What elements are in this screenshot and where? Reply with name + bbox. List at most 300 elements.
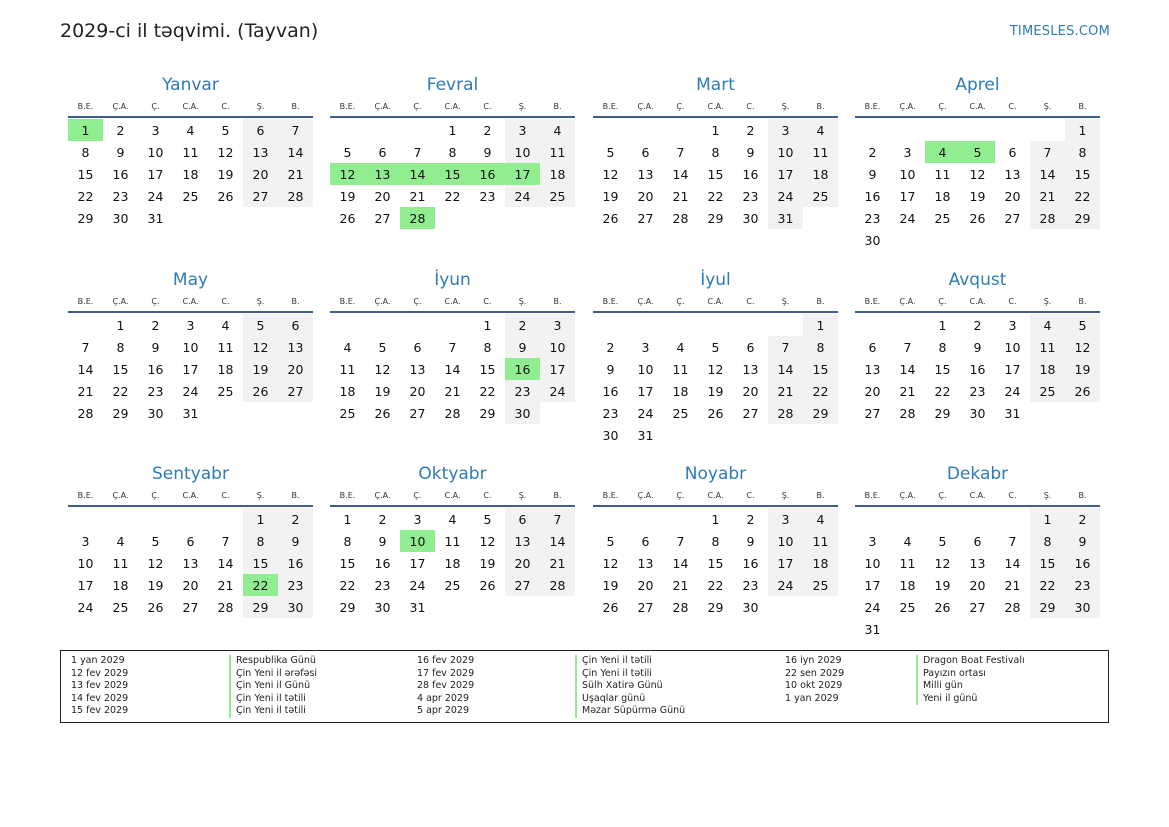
weekend-day: 18 xyxy=(1030,358,1065,380)
day-cell: 2 xyxy=(606,339,615,355)
empty-cell xyxy=(628,119,663,141)
day-cell: 31 xyxy=(147,210,164,226)
weekday-label: Ç.A. xyxy=(899,102,916,111)
day-cell: 9 xyxy=(483,144,492,160)
day-cell: 20 xyxy=(742,383,759,399)
weekend-day: 17 xyxy=(768,552,803,574)
weekday-label: B. xyxy=(553,102,562,111)
day-cell: 9 xyxy=(151,339,160,355)
weekday-label: C. xyxy=(746,297,755,306)
month-block xyxy=(593,462,838,618)
weekend-day: 16 xyxy=(1065,552,1100,574)
weekday-header xyxy=(330,294,575,309)
weekend-day: 26 xyxy=(243,380,278,402)
day-cell: 6 xyxy=(641,144,650,160)
weekday-label: Ş. xyxy=(256,491,265,500)
day-cell: 3 xyxy=(186,317,195,333)
day-cell: 19 xyxy=(707,383,724,399)
day-cell: 13 xyxy=(864,361,881,377)
weekday-label: C.A. xyxy=(182,102,199,111)
day-cell: 20 xyxy=(969,577,986,593)
day-cell: 3 xyxy=(903,144,912,160)
weekday-label: B.E. xyxy=(602,491,619,500)
day-cell: 30 xyxy=(742,210,759,226)
day-cell: 15 xyxy=(934,361,951,377)
day-cell: 27 xyxy=(637,210,654,226)
weekend-day: 1 xyxy=(803,314,838,336)
legend-holiday-name: Çin Yeni il Günü xyxy=(229,680,317,693)
day-cell: 26 xyxy=(339,210,356,226)
day-grid xyxy=(593,314,838,446)
day-cell: 6 xyxy=(413,339,422,355)
weekend-day: 14 xyxy=(1030,163,1065,185)
weekend-day: 29 xyxy=(1065,207,1100,229)
weekend-day: 1 xyxy=(243,508,278,530)
empty-cell xyxy=(995,119,1030,141)
legend-date: 5 apr 2029 xyxy=(417,705,470,716)
day-cell: 10 xyxy=(637,361,654,377)
day-cell: 20 xyxy=(374,188,391,204)
header-rule xyxy=(68,311,313,313)
legend-holiday-name: Payızın ortası xyxy=(916,668,1025,681)
weekend-day: 12 xyxy=(243,336,278,358)
month-name: Avqust xyxy=(948,270,1007,290)
day-grid xyxy=(68,119,313,229)
day-cell: 3 xyxy=(1008,317,1017,333)
day-cell: 12 xyxy=(147,555,164,571)
day-cell: 24 xyxy=(147,188,164,204)
day-cell: 3 xyxy=(413,511,422,527)
site-link[interactable]: TIMESLES.COM xyxy=(1009,24,1110,39)
day-cell: 1 xyxy=(711,122,720,138)
legend-holiday-name: Respublika Günü xyxy=(229,655,317,668)
day-cell: 14 xyxy=(77,361,94,377)
weekend-day: 12 xyxy=(1065,336,1100,358)
day-cell: 19 xyxy=(339,188,356,204)
legend-date: 28 fev 2029 xyxy=(417,680,475,691)
legend-names-col-1 xyxy=(229,655,317,718)
empty-cell xyxy=(208,508,243,530)
weekday-label: B.E. xyxy=(339,491,356,500)
day-cell: 1 xyxy=(483,317,492,333)
day-cell: 30 xyxy=(864,232,881,248)
day-cell: 10 xyxy=(147,144,164,160)
weekend-day: 4 xyxy=(803,508,838,530)
empty-cell xyxy=(628,508,663,530)
weekend-day: 7 xyxy=(768,336,803,358)
weekend-day: 29 xyxy=(1030,596,1065,618)
day-cell: 2 xyxy=(746,122,755,138)
weekend-day: 5 xyxy=(1065,314,1100,336)
day-cell: 23 xyxy=(479,188,496,204)
weekend-day: 5 xyxy=(243,314,278,336)
day-cell: 3 xyxy=(641,339,650,355)
weekday-label: Ş. xyxy=(256,297,265,306)
day-cell: 26 xyxy=(602,599,619,615)
legend-date: 4 apr 2029 xyxy=(417,692,470,704)
day-cell: 4 xyxy=(116,533,125,549)
weekend-day: 27 xyxy=(278,380,313,402)
day-cell: 28 xyxy=(444,405,461,421)
weekday-header xyxy=(593,99,838,114)
day-cell: 30 xyxy=(112,210,129,226)
weekday-label: C. xyxy=(221,102,230,111)
weekend-day: 30 xyxy=(505,402,540,424)
weekend-day: 2 xyxy=(278,508,313,530)
weekday-label: B. xyxy=(816,297,825,306)
weekend-day: 10 xyxy=(540,336,575,358)
day-cell: 9 xyxy=(868,166,877,182)
day-cell: 29 xyxy=(707,210,724,226)
day-cell: 22 xyxy=(934,383,951,399)
weekend-day: 8 xyxy=(1030,530,1065,552)
day-cell: 19 xyxy=(217,166,234,182)
day-cell: 9 xyxy=(746,533,755,549)
day-grid xyxy=(330,119,575,229)
day-cell: 19 xyxy=(602,188,619,204)
month-block xyxy=(330,268,575,424)
day-cell: 7 xyxy=(1008,533,1017,549)
weekday-label: C.A. xyxy=(444,491,461,500)
header-rule xyxy=(855,505,1100,507)
weekend-day: 2 xyxy=(1065,508,1100,530)
day-cell: 12 xyxy=(217,144,234,160)
weekday-label: Ç. xyxy=(938,102,947,111)
month-name: Noyabr xyxy=(684,464,747,484)
weekend-day: 23 xyxy=(1065,574,1100,596)
month-block xyxy=(330,462,575,618)
day-cell: 6 xyxy=(973,533,982,549)
weekday-label: B. xyxy=(553,491,562,500)
weekday-label: B.E. xyxy=(864,102,881,111)
day-cell: 24 xyxy=(182,383,199,399)
weekend-day: 23 xyxy=(505,380,540,402)
weekend-day: 9 xyxy=(278,530,313,552)
holiday-day: 10 xyxy=(400,530,435,552)
day-cell: 17 xyxy=(864,577,881,593)
day-cell: 11 xyxy=(672,361,689,377)
holiday-day: 14 xyxy=(400,163,435,185)
day-cell: 12 xyxy=(707,361,724,377)
header-rule xyxy=(68,505,313,507)
day-grid xyxy=(68,508,313,618)
day-cell: 22 xyxy=(479,383,496,399)
weekday-label: C.A. xyxy=(969,297,986,306)
day-cell: 30 xyxy=(602,427,619,443)
day-cell: 16 xyxy=(864,188,881,204)
day-cell: 12 xyxy=(602,166,619,182)
day-cell: 8 xyxy=(343,533,352,549)
weekday-label: B. xyxy=(291,491,300,500)
day-cell: 1 xyxy=(448,122,457,138)
weekend-day: 24 xyxy=(768,574,803,596)
weekday-label: C. xyxy=(746,491,755,500)
day-cell: 16 xyxy=(112,166,129,182)
day-cell: 27 xyxy=(864,405,881,421)
day-cell: 15 xyxy=(339,555,356,571)
day-cell: 31 xyxy=(864,621,881,637)
empty-cell xyxy=(698,314,733,336)
empty-cell xyxy=(68,508,103,530)
weekday-label: B. xyxy=(1078,491,1087,500)
day-cell: 28 xyxy=(899,405,916,421)
weekday-label: C. xyxy=(483,102,492,111)
day-cell: 13 xyxy=(409,361,426,377)
day-cell: 19 xyxy=(969,188,986,204)
weekday-label: B.E. xyxy=(602,297,619,306)
day-cell: 26 xyxy=(934,599,951,615)
day-cell: 28 xyxy=(672,210,689,226)
weekday-label: B. xyxy=(1078,297,1087,306)
empty-cell xyxy=(400,119,435,141)
weekday-label: B.E. xyxy=(602,102,619,111)
weekend-day: 27 xyxy=(505,574,540,596)
day-cell: 10 xyxy=(77,555,94,571)
day-cell: 23 xyxy=(374,577,391,593)
weekend-day: 19 xyxy=(243,358,278,380)
day-cell: 8 xyxy=(81,144,90,160)
day-cell: 18 xyxy=(444,555,461,571)
weekday-label: B.E. xyxy=(77,102,94,111)
legend-dates-col-1 xyxy=(71,655,128,718)
day-cell: 30 xyxy=(742,599,759,615)
weekday-label: C.A. xyxy=(444,297,461,306)
holiday-day: 16 xyxy=(470,163,505,185)
day-cell: 2 xyxy=(483,122,492,138)
holiday-day: 5 xyxy=(960,141,995,163)
day-cell: 3 xyxy=(81,533,90,549)
day-cell: 23 xyxy=(742,188,759,204)
weekday-label: Ç. xyxy=(938,491,947,500)
weekend-day: 6 xyxy=(243,119,278,141)
day-cell: 11 xyxy=(444,533,461,549)
holiday-legend xyxy=(60,650,1109,723)
day-cell: 18 xyxy=(899,577,916,593)
header-rule xyxy=(330,505,575,507)
empty-cell xyxy=(768,314,803,336)
day-cell: 7 xyxy=(221,533,230,549)
weekday-label: Ç. xyxy=(938,297,947,306)
day-cell: 5 xyxy=(606,533,615,549)
weekend-day: 31 xyxy=(768,207,803,229)
weekday-label: C. xyxy=(221,491,230,500)
day-cell: 25 xyxy=(899,599,916,615)
weekend-day: 15 xyxy=(243,552,278,574)
weekend-day: 23 xyxy=(278,574,313,596)
weekday-header xyxy=(855,294,1100,309)
legend-holiday-name: Çin Yeni il tətili xyxy=(575,655,685,668)
month-name: Dekabr xyxy=(946,464,1009,484)
weekend-day: 22 xyxy=(1065,185,1100,207)
weekday-label: Ş. xyxy=(256,102,265,111)
weekend-day: 20 xyxy=(243,163,278,185)
weekday-label: B. xyxy=(1078,102,1087,111)
day-cell: 11 xyxy=(899,555,916,571)
day-cell: 26 xyxy=(969,210,986,226)
day-cell: 14 xyxy=(444,361,461,377)
day-cell: 8 xyxy=(938,339,947,355)
weekday-label: Ş. xyxy=(1043,491,1052,500)
day-cell: 25 xyxy=(217,383,234,399)
day-cell: 6 xyxy=(378,144,387,160)
day-cell: 11 xyxy=(339,361,356,377)
weekend-day: 3 xyxy=(768,508,803,530)
day-cell: 14 xyxy=(1004,555,1021,571)
day-cell: 25 xyxy=(182,188,199,204)
day-cell: 17 xyxy=(77,577,94,593)
day-grid xyxy=(855,314,1100,424)
weekday-label: B. xyxy=(816,491,825,500)
day-cell: 19 xyxy=(147,577,164,593)
weekday-label: Ç.A. xyxy=(112,297,129,306)
weekday-label: B.E. xyxy=(864,297,881,306)
weekday-label: Ç. xyxy=(151,491,160,500)
weekday-label: B.E. xyxy=(339,102,356,111)
day-cell: 25 xyxy=(672,405,689,421)
day-cell: 10 xyxy=(899,166,916,182)
empty-cell xyxy=(960,119,995,141)
day-cell: 16 xyxy=(374,555,391,571)
day-cell: 16 xyxy=(147,361,164,377)
legend-date: 15 fev 2029 xyxy=(71,705,129,716)
weekend-day: 4 xyxy=(540,119,575,141)
day-cell: 21 xyxy=(672,188,689,204)
day-cell: 29 xyxy=(934,405,951,421)
empty-cell xyxy=(925,508,960,530)
weekend-day: 28 xyxy=(768,402,803,424)
day-cell: 25 xyxy=(339,405,356,421)
day-cell: 30 xyxy=(374,599,391,615)
day-cell: 4 xyxy=(448,511,457,527)
empty-cell xyxy=(628,314,663,336)
legend-holiday-name: Yeni il günü xyxy=(916,693,1025,706)
weekday-label: Ç. xyxy=(676,297,685,306)
weekend-day: 9 xyxy=(1065,530,1100,552)
weekend-day: 15 xyxy=(1030,552,1065,574)
day-cell: 4 xyxy=(676,339,685,355)
month-name: Oktyabr xyxy=(418,464,487,484)
empty-cell xyxy=(733,314,768,336)
weekend-day: 29 xyxy=(803,402,838,424)
empty-cell xyxy=(330,314,365,336)
header-rule xyxy=(68,116,313,118)
month-block xyxy=(593,73,838,229)
day-cell: 17 xyxy=(409,555,426,571)
empty-cell xyxy=(663,119,698,141)
weekday-header xyxy=(330,488,575,503)
holiday-day: 22 xyxy=(243,574,278,596)
day-cell: 27 xyxy=(409,405,426,421)
day-cell: 21 xyxy=(409,188,426,204)
day-cell: 27 xyxy=(969,599,986,615)
weekend-day: 20 xyxy=(278,358,313,380)
month-name: Fevral xyxy=(426,75,479,95)
month-block xyxy=(68,268,313,424)
weekend-day: 30 xyxy=(278,596,313,618)
day-cell: 21 xyxy=(444,383,461,399)
page-title: 2029-ci il təqvimi. (Tayvan) xyxy=(60,20,319,42)
day-cell: 23 xyxy=(742,577,759,593)
weekend-day: 29 xyxy=(243,596,278,618)
weekday-label: B.E. xyxy=(339,297,356,306)
weekday-label: Ş. xyxy=(1043,297,1052,306)
header-rule xyxy=(593,311,838,313)
legend-date: 16 iyn 2029 xyxy=(785,655,842,666)
weekday-label: C.A. xyxy=(969,491,986,500)
weekend-day: 13 xyxy=(243,141,278,163)
weekday-label: Ç.A. xyxy=(899,297,916,306)
day-cell: 24 xyxy=(637,405,654,421)
weekend-day: 17 xyxy=(768,163,803,185)
weekday-label: Ş. xyxy=(781,102,790,111)
legend-date: 17 fev 2029 xyxy=(417,667,475,679)
legend-date: 13 fev 2029 xyxy=(71,680,129,691)
day-cell: 23 xyxy=(969,383,986,399)
weekday-label: B.E. xyxy=(77,491,94,500)
legend-date: 10 okt 2029 xyxy=(785,680,843,691)
day-cell: 18 xyxy=(934,188,951,204)
weekend-day: 10 xyxy=(505,141,540,163)
day-cell: 5 xyxy=(606,144,615,160)
day-cell: 22 xyxy=(707,188,724,204)
weekend-day: 30 xyxy=(1065,596,1100,618)
weekday-header xyxy=(855,488,1100,503)
day-cell: 2 xyxy=(151,317,160,333)
month-block xyxy=(855,268,1100,424)
weekday-label: Ç. xyxy=(413,297,422,306)
header-rule xyxy=(855,311,1100,313)
day-cell: 22 xyxy=(444,188,461,204)
day-cell: 21 xyxy=(1004,577,1021,593)
day-cell: 3 xyxy=(151,122,160,138)
day-cell: 8 xyxy=(483,339,492,355)
weekend-day: 28 xyxy=(1030,207,1065,229)
day-cell: 29 xyxy=(479,405,496,421)
weekend-day: 28 xyxy=(540,574,575,596)
empty-cell xyxy=(400,314,435,336)
weekday-label: C.A. xyxy=(707,297,724,306)
day-cell: 24 xyxy=(899,210,916,226)
month-name: May xyxy=(172,270,209,290)
day-cell: 5 xyxy=(151,533,160,549)
weekend-day: 8 xyxy=(803,336,838,358)
weekday-header xyxy=(593,294,838,309)
day-cell: 19 xyxy=(374,383,391,399)
legend-holiday-name: Çin Yeni il tətili xyxy=(229,705,317,718)
day-cell: 6 xyxy=(186,533,195,549)
day-cell: 1 xyxy=(938,317,947,333)
empty-cell xyxy=(890,119,925,141)
weekend-day: 26 xyxy=(1065,380,1100,402)
weekend-day: 22 xyxy=(1030,574,1065,596)
legend-holiday-name: Çin Yeni il tətili xyxy=(575,668,685,681)
day-cell: 11 xyxy=(217,339,234,355)
day-cell: 9 xyxy=(378,533,387,549)
day-cell: 24 xyxy=(864,599,881,615)
empty-cell xyxy=(330,119,365,141)
weekday-label: C.A. xyxy=(182,297,199,306)
day-cell: 29 xyxy=(707,599,724,615)
weekend-day: 8 xyxy=(1065,141,1100,163)
weekend-day: 17 xyxy=(540,358,575,380)
empty-cell xyxy=(960,508,995,530)
day-cell: 10 xyxy=(864,555,881,571)
day-cell: 5 xyxy=(711,339,720,355)
day-cell: 21 xyxy=(217,577,234,593)
weekend-day: 13 xyxy=(505,530,540,552)
day-cell: 31 xyxy=(409,599,426,615)
weekday-label: Ç. xyxy=(676,491,685,500)
